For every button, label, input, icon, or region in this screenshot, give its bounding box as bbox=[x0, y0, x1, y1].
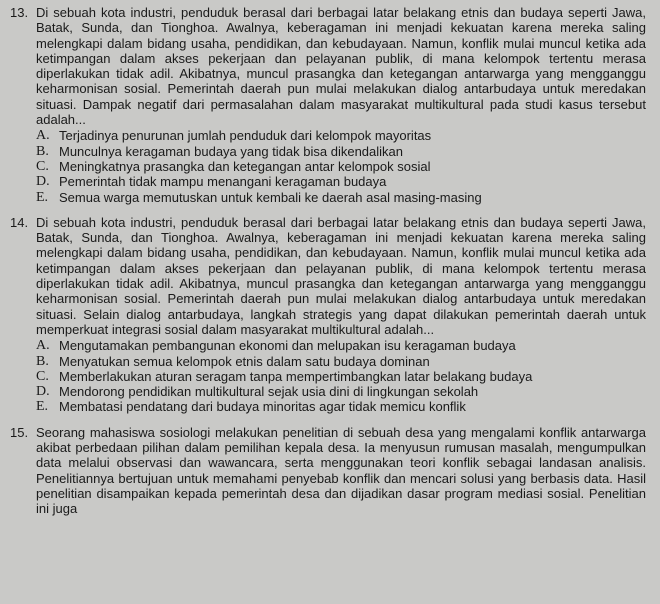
option-text: Menyatukan semua kelompok etnis dalam satu budaya dominan bbox=[59, 353, 430, 369]
option-letter: E. bbox=[36, 189, 49, 205]
option-c[interactable] bbox=[36, 369, 646, 384]
question-body bbox=[36, 215, 646, 415]
question-stem: Di sebuah kota industri, penduduk berasal dari berbagai latar belakang etnis dan budaya seperti Jawa, Batak, Sunda, dan Tionghoa. Awalnya, keberagaman ini menjadi kekuatan karena mereka saling melengkapi dalam bidang usaha, pendidikan, dan kebudayaan. Namun, konflik mulai muncul ketika ada ketimpangan dalam akses pekerjaan dan pelayanan publik, di mana kelompok tertentu merasa diperlakukan tidak adil. Akibatnya, muncul prasangka dan ketegangan antarwarga yang mengganggu keharmonisan sosial. Pemerintah daerah pun mulai melakukan dialog antarbudaya untuk meredakan situasi. Dampak negatif dari permasalahan dalam masyarakat multikultural pada studi kasus tersebut adalah... bbox=[36, 5, 646, 128]
question-13 bbox=[6, 5, 646, 205]
option-text: Memberlakukan aturan seragam tanpa mempertimbangkan latar belakang budaya bbox=[59, 368, 533, 384]
question-number: 15. bbox=[10, 424, 29, 440]
option-text: Terjadinya penurunan jumlah penduduk dari kelompok mayoritas bbox=[59, 128, 432, 144]
option-e[interactable] bbox=[36, 190, 646, 205]
option-a[interactable] bbox=[36, 338, 646, 353]
option-letter: D. bbox=[36, 174, 50, 190]
option-text: Munculnya keragaman budaya yang tidak bisa dikendalikan bbox=[59, 143, 403, 159]
option-letter: A. bbox=[36, 128, 50, 144]
option-text: Mendorong pendidikan multikultural sejak usia dini di lingkungan sekolah bbox=[59, 384, 479, 400]
question-stem: Seorang mahasiswa sosiologi melakukan penelitian di sebuah desa yang mengalami konflik antarwarga akibat perbedaan pilihan dalam pemilihan kepala desa. Ia menyusun rumusan masalah, mengumpulkan data melalui observasi dan wawancara, serta menggunakan teori konflik sebagai landasan analisis. Penelitiannya bertujuan untuk memahami penyebab konflik dan mencari solusi yang berbasis data. Hasil penelitian disampaikan kepada pemerintah desa dan dijadikan dasar program mediasi sosial. Penelitian ini juga bbox=[36, 424, 646, 517]
question-number: 14. bbox=[10, 214, 29, 230]
option-a[interactable] bbox=[36, 128, 646, 143]
option-b[interactable] bbox=[36, 354, 646, 369]
question-15 bbox=[6, 425, 646, 517]
option-text: Membatasi pendatang dari budaya minoritas agar tidak memicu konflik bbox=[59, 399, 466, 415]
option-c[interactable] bbox=[36, 159, 646, 174]
answer-options bbox=[36, 128, 646, 204]
question-14 bbox=[6, 215, 646, 415]
option-d[interactable] bbox=[36, 174, 646, 189]
option-b[interactable] bbox=[36, 144, 646, 159]
question-stem: Di sebuah kota industri, penduduk berasal dari berbagai latar belakang etnis dan budaya seperti Jawa, Batak, Sunda, dan Tionghoa. Awalnya, keberagaman ini menjadi kekuatan karena mereka saling melengkapi dalam bidang usaha, pendidikan, dan kebudayaan. Namun, konflik mulai muncul ketika ada ketimpangan dalam akses pekerjaan dan pelayanan publik, di mana kelompok tertentu merasa diperlakukan tidak adil. Akibatnya, muncul prasangka dan ketegangan antarwarga yang mengganggu keharmonisan sosial. Pemerintah daerah pun mulai melakukan dialog antarbudaya untuk meredakan situasi. Selain dialog antarbudaya, langkah strategis yang dapat dilakukan pemerintah daerah untuk memperkuat integrasi sosial dalam masyarakat multikultural adalah... bbox=[36, 214, 646, 337]
question-body bbox=[36, 425, 646, 517]
option-text: Mengutamakan pembangunan ekonomi dan melupakan isu keragaman budaya bbox=[59, 338, 516, 354]
option-e[interactable] bbox=[36, 399, 646, 414]
option-d[interactable] bbox=[36, 384, 646, 399]
question-number: 13. bbox=[10, 5, 29, 20]
option-text: Pemerintah tidak mampu menangani keragaman budaya bbox=[59, 174, 387, 190]
option-letter: E. bbox=[36, 399, 49, 415]
option-text: Meningkatnya prasangka dan ketegangan antar kelompok sosial bbox=[59, 158, 431, 174]
option-letter: A. bbox=[36, 338, 50, 354]
answer-options bbox=[36, 338, 646, 414]
option-letter: D. bbox=[36, 384, 50, 400]
option-letter: C. bbox=[36, 158, 49, 174]
option-text: Semua warga memutuskan untuk kembali ke daerah asal masing-masing bbox=[59, 189, 482, 205]
option-letter: B. bbox=[36, 353, 49, 369]
option-letter: B. bbox=[36, 143, 49, 159]
question-body bbox=[36, 5, 646, 205]
option-letter: C. bbox=[36, 368, 49, 384]
